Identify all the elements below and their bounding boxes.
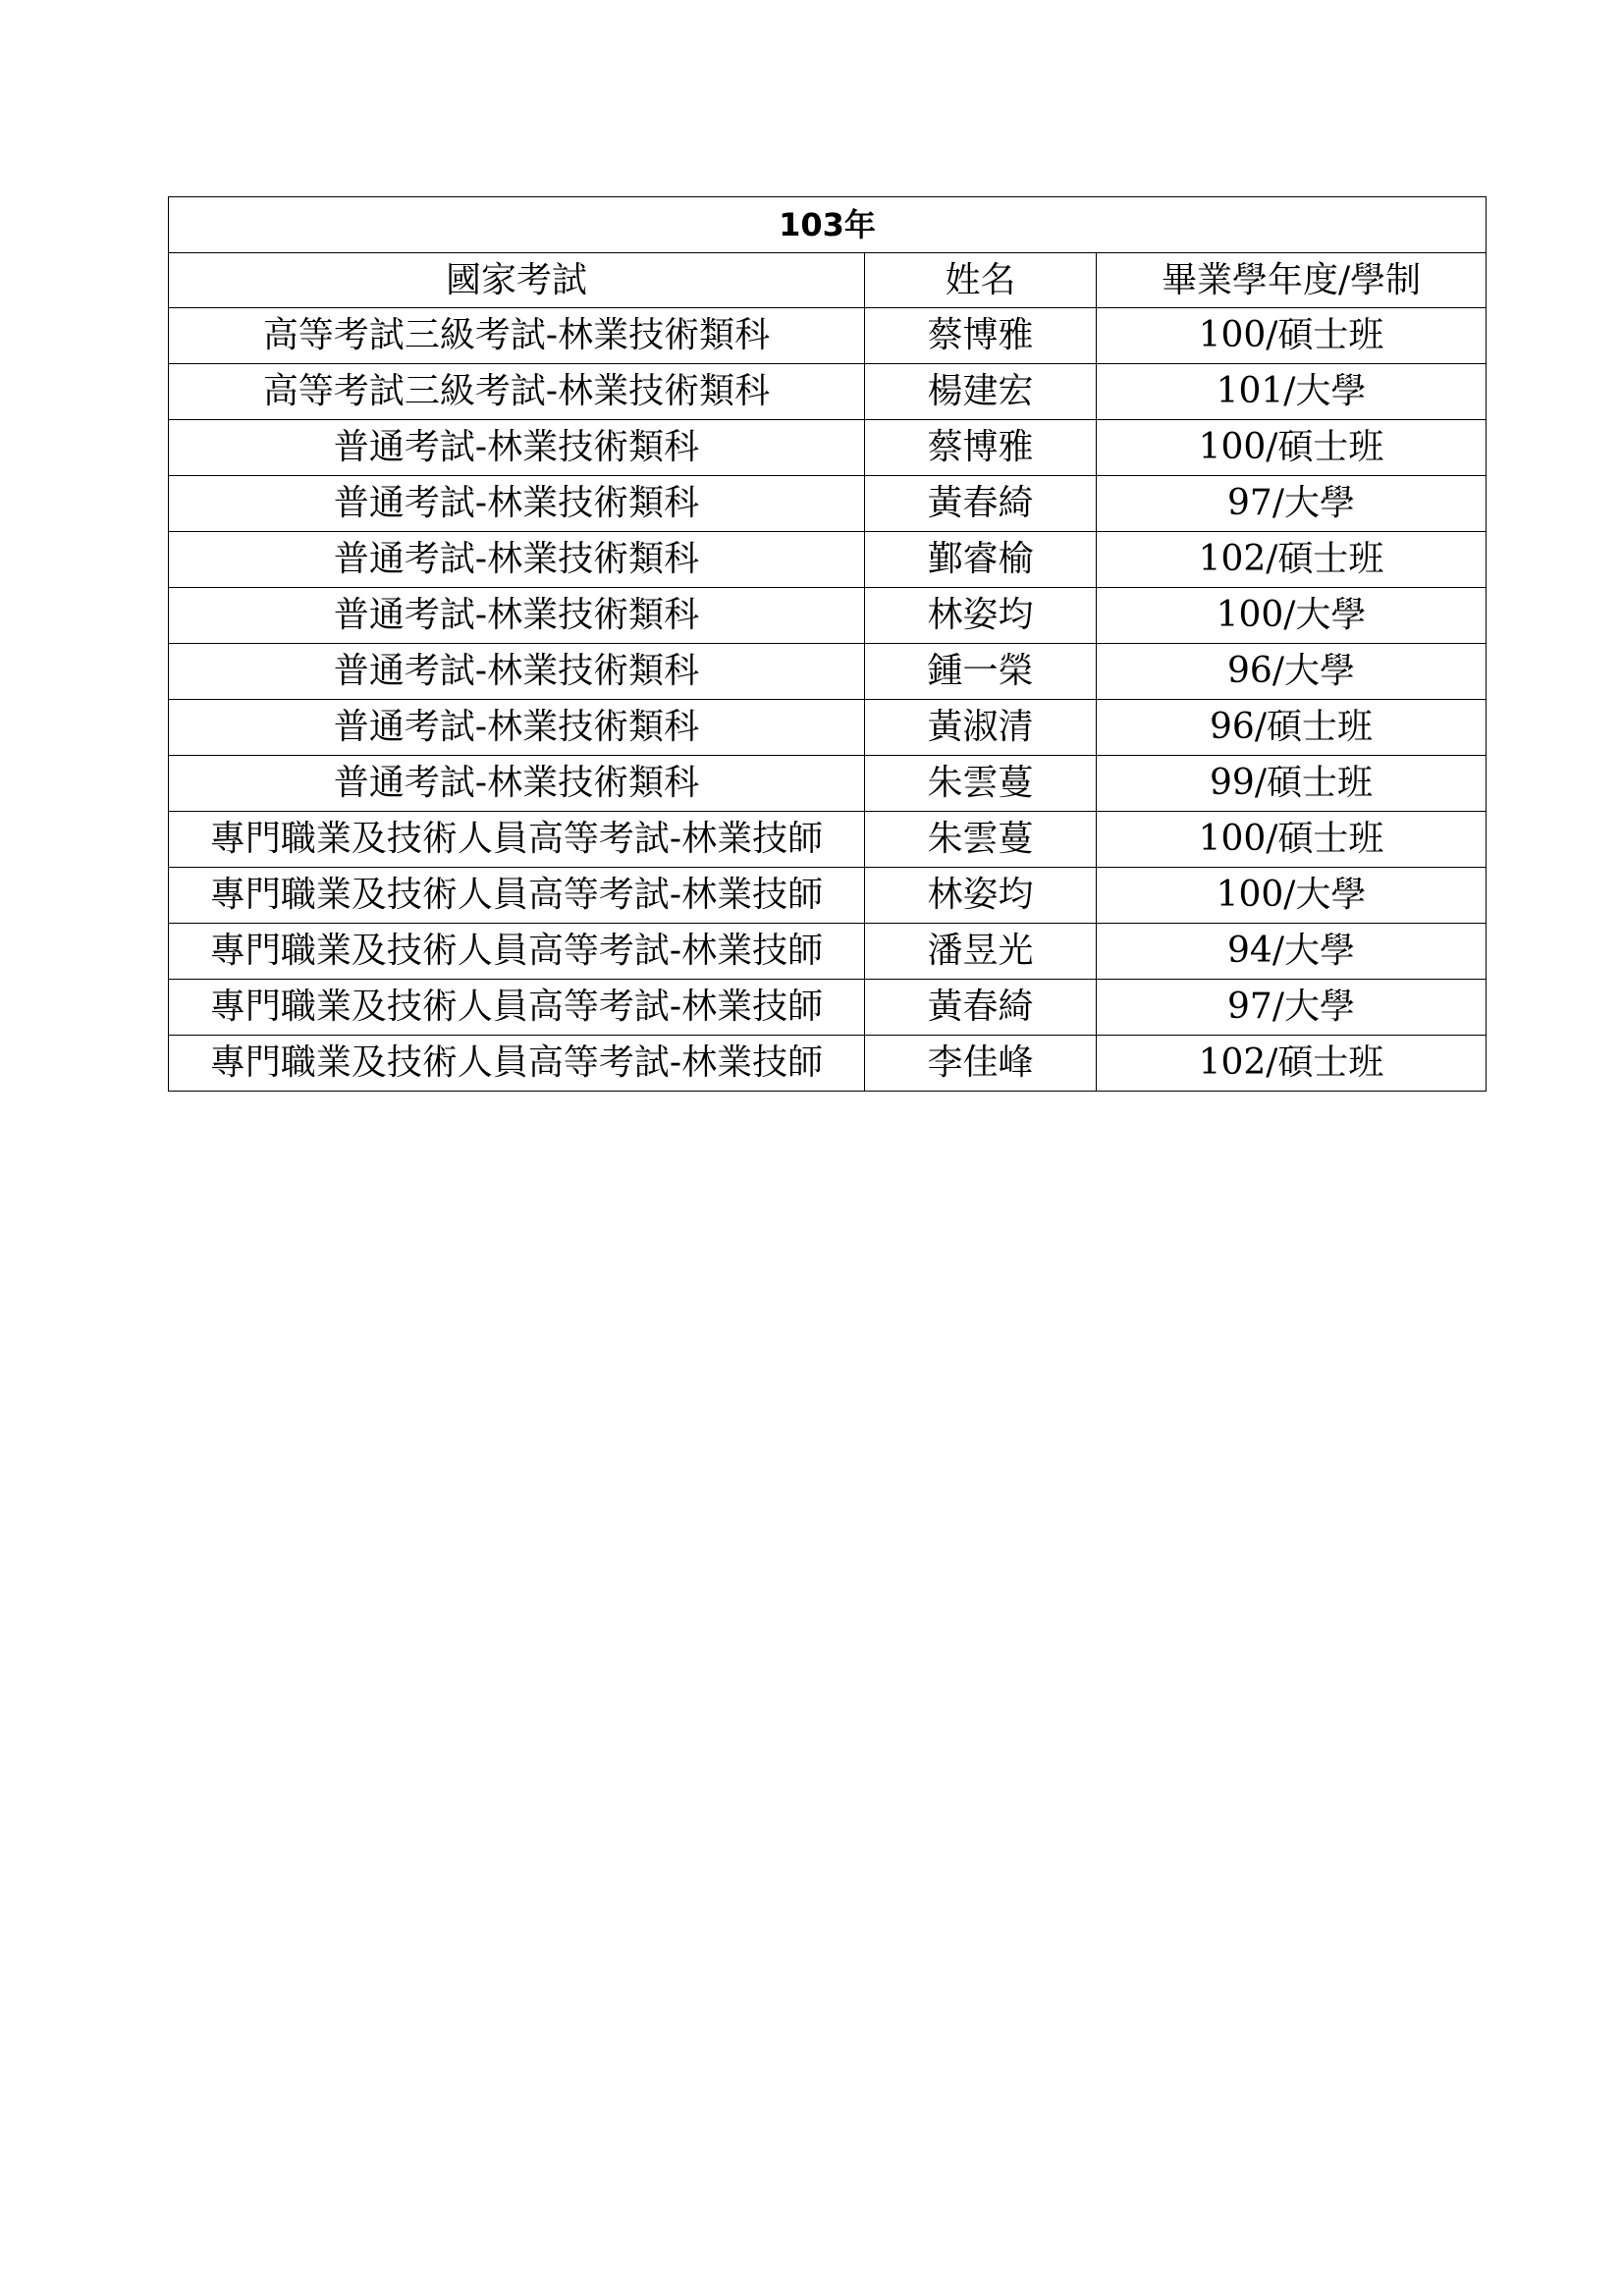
table-row — [169, 1036, 1487, 1092]
name-cell: 黃春綺 — [865, 980, 1097, 1036]
name-cell: 黃春綺 — [865, 476, 1097, 532]
exam-results-table — [168, 196, 1487, 1092]
graduation-cell: 99/碩士班 — [1097, 756, 1487, 812]
graduation-cell: 94/大學 — [1097, 924, 1487, 980]
name-cell: 李佳峰 — [865, 1036, 1097, 1092]
name-cell: 蔡博雅 — [865, 308, 1097, 364]
graduation-cell: 97/大學 — [1097, 476, 1487, 532]
graduation-cell: 100/大學 — [1097, 588, 1487, 644]
graduation-cell: 100/碩士班 — [1097, 420, 1487, 476]
graduation-cell: 100/大學 — [1097, 868, 1487, 924]
table-row — [169, 980, 1487, 1036]
table-row — [169, 924, 1487, 980]
name-cell: 鍾一榮 — [865, 644, 1097, 700]
table-row — [169, 700, 1487, 756]
name-cell: 楊建宏 — [865, 364, 1097, 420]
exam-cell: 普通考試-林業技術類科 — [169, 588, 865, 644]
exam-cell: 專門職業及技術人員高等考試-林業技師 — [169, 980, 865, 1036]
table-row — [169, 756, 1487, 812]
exam-cell: 高等考試三級考試-林業技術類科 — [169, 308, 865, 364]
name-cell: 朱雲蔓 — [865, 756, 1097, 812]
name-cell: 潘昱光 — [865, 924, 1097, 980]
name-cell: 林姿均 — [865, 868, 1097, 924]
table-row — [169, 364, 1487, 420]
name-cell: 朱雲蔓 — [865, 812, 1097, 868]
graduation-cell: 96/大學 — [1097, 644, 1487, 700]
table-row — [169, 588, 1487, 644]
column-header-name: 姓名 — [865, 253, 1097, 308]
exam-cell: 高等考試三級考試-林業技術類科 — [169, 364, 865, 420]
table-row — [169, 532, 1487, 588]
exam-cell: 專門職業及技術人員高等考試-林業技師 — [169, 924, 865, 980]
column-header-graduation: 畢業學年度/學制 — [1097, 253, 1487, 308]
graduation-cell: 96/碩士班 — [1097, 700, 1487, 756]
exam-cell: 普通考試-林業技術類科 — [169, 756, 865, 812]
table-row — [169, 420, 1487, 476]
table-row — [169, 476, 1487, 532]
graduation-cell: 97/大學 — [1097, 980, 1487, 1036]
table-title: 103年 — [169, 197, 1487, 253]
table-title-row — [169, 197, 1487, 253]
exam-cell: 普通考試-林業技術類科 — [169, 644, 865, 700]
exam-cell: 專門職業及技術人員高等考試-林業技師 — [169, 1036, 865, 1092]
graduation-cell: 100/碩士班 — [1097, 308, 1487, 364]
table-row — [169, 308, 1487, 364]
exam-cell: 專門職業及技術人員高等考試-林業技師 — [169, 868, 865, 924]
name-cell: 蔡博雅 — [865, 420, 1097, 476]
exam-cell: 普通考試-林業技術類科 — [169, 700, 865, 756]
name-cell: 林姿均 — [865, 588, 1097, 644]
table-row — [169, 644, 1487, 700]
table-row — [169, 868, 1487, 924]
exam-cell: 普通考試-林業技術類科 — [169, 420, 865, 476]
column-header-exam: 國家考試 — [169, 253, 865, 308]
table-header-row — [169, 253, 1487, 308]
graduation-cell: 102/碩士班 — [1097, 532, 1487, 588]
exam-cell: 專門職業及技術人員高等考試-林業技師 — [169, 812, 865, 868]
exam-cell: 普通考試-林業技術類科 — [169, 476, 865, 532]
exam-cell: 普通考試-林業技術類科 — [169, 532, 865, 588]
graduation-cell: 100/碩士班 — [1097, 812, 1487, 868]
name-cell: 鄞睿榆 — [865, 532, 1097, 588]
graduation-cell: 102/碩士班 — [1097, 1036, 1487, 1092]
table-row — [169, 812, 1487, 868]
name-cell: 黃淑清 — [865, 700, 1097, 756]
graduation-cell: 101/大學 — [1097, 364, 1487, 420]
